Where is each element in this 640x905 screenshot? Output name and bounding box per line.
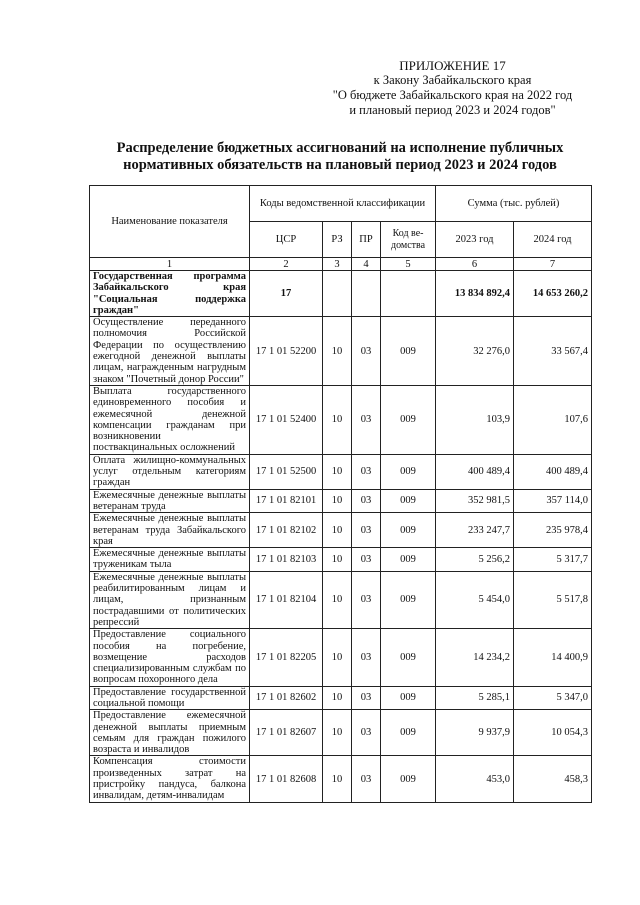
csr-code: 17 1 01 52500 — [250, 454, 323, 489]
rz-code: 10 — [323, 513, 352, 548]
rz-code: 10 — [323, 548, 352, 572]
table-row — [90, 686, 592, 710]
csr-code: 17 — [250, 271, 323, 317]
csr-code: 17 1 01 82608 — [250, 756, 323, 802]
appendix-line-1: к Закону Забайкальского края — [373, 73, 532, 87]
csr-code: 17 1 01 82102 — [250, 513, 323, 548]
pr-code: 03 — [352, 489, 381, 513]
csr-code: 17 1 01 82101 — [250, 489, 323, 513]
pr-code: 03 — [352, 513, 381, 548]
column-index-row — [90, 258, 592, 271]
department-code: 009 — [381, 385, 436, 454]
amount-2023: 5 454,0 — [436, 571, 514, 628]
csr-code: 17 1 01 82205 — [250, 629, 323, 686]
column-index: 7 — [514, 258, 592, 271]
department-code: 009 — [381, 571, 436, 628]
department-code — [381, 271, 436, 317]
indicator-name: Выплата государственного единовременного пособия и ежемесячной денежной компенсации гражданам при возникновении поствакцинальных осложнений — [90, 385, 250, 454]
rz-code: 10 — [323, 571, 352, 628]
pr-code: 03 — [352, 454, 381, 489]
amount-2023: 9 937,9 — [436, 710, 514, 756]
amount-2023: 5 256,2 — [436, 548, 514, 572]
indicator-name: Предоставление социального пособия на погребение, возмещение расходов специализированным службам по вопросам похоронного дела — [90, 629, 250, 686]
indicator-name: Компенсация стоимости произведенных затрат на пристройку пандуса, балкона инвалидам, детям-инвалидам — [90, 756, 250, 802]
amount-2024: 235 978,4 — [514, 513, 592, 548]
indicator-name: Ежемесячные денежные выплаты ветеранам труда Забайкальского края — [90, 513, 250, 548]
pr-code: 03 — [352, 385, 381, 454]
amount-2024: 5 317,7 — [514, 548, 592, 572]
amount-2023: 14 234,2 — [436, 629, 514, 686]
csr-code: 17 1 01 82103 — [250, 548, 323, 572]
header-csr: ЦСР — [250, 222, 323, 258]
amount-2024: 458,3 — [514, 756, 592, 802]
pr-code: 03 — [352, 686, 381, 710]
pr-code: 03 — [352, 548, 381, 572]
amount-2023: 352 981,5 — [436, 489, 514, 513]
indicator-name: Государственная программа Забайкальского края "Социальная поддержка граждан" — [90, 271, 250, 317]
header-2024: 2024 год — [514, 222, 592, 258]
department-code: 009 — [381, 513, 436, 548]
header-2023: 2023 год — [436, 222, 514, 258]
amount-2024: 5 517,8 — [514, 571, 592, 628]
indicator-name: Оплата жилищно-коммунальных услуг отдельным категориям граждан — [90, 454, 250, 489]
amount-2023: 453,0 — [436, 756, 514, 802]
column-index: 5 — [381, 258, 436, 271]
amount-2023: 103,9 — [436, 385, 514, 454]
budget-table — [89, 185, 592, 803]
table-row — [90, 513, 592, 548]
amount-2024: 10 054,3 — [514, 710, 592, 756]
amount-2023: 32 276,0 — [436, 317, 514, 386]
csr-code: 17 1 01 82607 — [250, 710, 323, 756]
rz-code: 10 — [323, 710, 352, 756]
table-row — [90, 710, 592, 756]
table-row — [90, 271, 592, 317]
rz-code: 10 — [323, 454, 352, 489]
pr-code: 03 — [352, 710, 381, 756]
amount-2024: 400 489,4 — [514, 454, 592, 489]
column-index: 6 — [436, 258, 514, 271]
amount-2024: 357 114,0 — [514, 489, 592, 513]
table-row — [90, 454, 592, 489]
header-codes: Коды ведомственной классификации — [250, 186, 436, 222]
amount-2024: 33 567,4 — [514, 317, 592, 386]
csr-code: 17 1 01 52200 — [250, 317, 323, 386]
indicator-name: Ежемесячные денежные выплаты труженикам тыла — [90, 548, 250, 572]
pr-code — [352, 271, 381, 317]
table-row — [90, 317, 592, 386]
column-index: 1 — [90, 258, 250, 271]
amount-2023: 400 489,4 — [436, 454, 514, 489]
indicator-name: Осуществление переданного полномочия Российской Федерации по осуществлению ежегодной денежной выплаты лицам, награжденным нагрудным знаком "Почетный донор России" — [90, 317, 250, 386]
document-title — [90, 140, 590, 174]
appendix-title: ПРИЛОЖЕНИЕ 17 — [399, 58, 506, 73]
department-code: 009 — [381, 756, 436, 802]
department-code: 009 — [381, 710, 436, 756]
indicator-name: Предоставление государственной социальной помощи — [90, 686, 250, 710]
department-code: 009 — [381, 454, 436, 489]
csr-code: 17 1 01 82104 — [250, 571, 323, 628]
table-row — [90, 571, 592, 628]
rz-code: 10 — [323, 686, 352, 710]
amount-2024: 5 347,0 — [514, 686, 592, 710]
amount-2023: 233 247,7 — [436, 513, 514, 548]
table-row — [90, 756, 592, 802]
rz-code: 10 — [323, 756, 352, 802]
amount-2023: 13 834 892,4 — [436, 271, 514, 317]
document-title-line-1: Распределение бюджетных ассигнований на исполнение публичных — [116, 140, 564, 156]
amount-2024: 14 400,9 — [514, 629, 592, 686]
pr-code: 03 — [352, 756, 381, 802]
appendix-header — [320, 58, 585, 118]
department-code: 009 — [381, 686, 436, 710]
rz-code — [323, 271, 352, 317]
column-index: 4 — [352, 258, 381, 271]
csr-code: 17 1 01 82602 — [250, 686, 323, 710]
pr-code: 03 — [352, 571, 381, 628]
pr-code: 03 — [352, 317, 381, 386]
table-row — [90, 385, 592, 454]
header-ved: Код ве-домства — [381, 222, 436, 258]
document-title-line-2: нормативных обязательств на плановый период 2023 и 2024 годов — [123, 157, 557, 173]
rz-code: 10 — [323, 629, 352, 686]
header-rz: РЗ — [323, 222, 352, 258]
amount-2024: 107,6 — [514, 385, 592, 454]
amount-2024: 14 653 260,2 — [514, 271, 592, 317]
department-code: 009 — [381, 489, 436, 513]
indicator-name: Ежемесячные денежные выплаты реабилитированным лицам и лицам, признанным пострадавшими от политических репрессий — [90, 571, 250, 628]
indicator-name: Предоставление ежемесячной денежной выплаты приемным семьям для граждан пожилого возраста и инвалидов — [90, 710, 250, 756]
header-name: Наименование показателя — [90, 186, 250, 258]
pr-code: 03 — [352, 629, 381, 686]
rz-code: 10 — [323, 317, 352, 386]
indicator-name: Ежемесячные денежные выплаты ветеранам труда — [90, 489, 250, 513]
appendix-line-3: и плановый период 2023 и 2024 годов" — [349, 103, 556, 117]
department-code: 009 — [381, 629, 436, 686]
table-row — [90, 489, 592, 513]
column-index: 3 — [323, 258, 352, 271]
header-pr: ПР — [352, 222, 381, 258]
department-code: 009 — [381, 317, 436, 386]
rz-code: 10 — [323, 385, 352, 454]
department-code: 009 — [381, 548, 436, 572]
column-index: 2 — [250, 258, 323, 271]
table-row — [90, 548, 592, 572]
appendix-line-2: "О бюджете Забайкальского края на 2022 год — [332, 88, 573, 102]
table-row — [90, 629, 592, 686]
csr-code: 17 1 01 52400 — [250, 385, 323, 454]
header-sum: Сумма (тыс. рублей) — [436, 186, 592, 222]
rz-code: 10 — [323, 489, 352, 513]
amount-2023: 5 285,1 — [436, 686, 514, 710]
